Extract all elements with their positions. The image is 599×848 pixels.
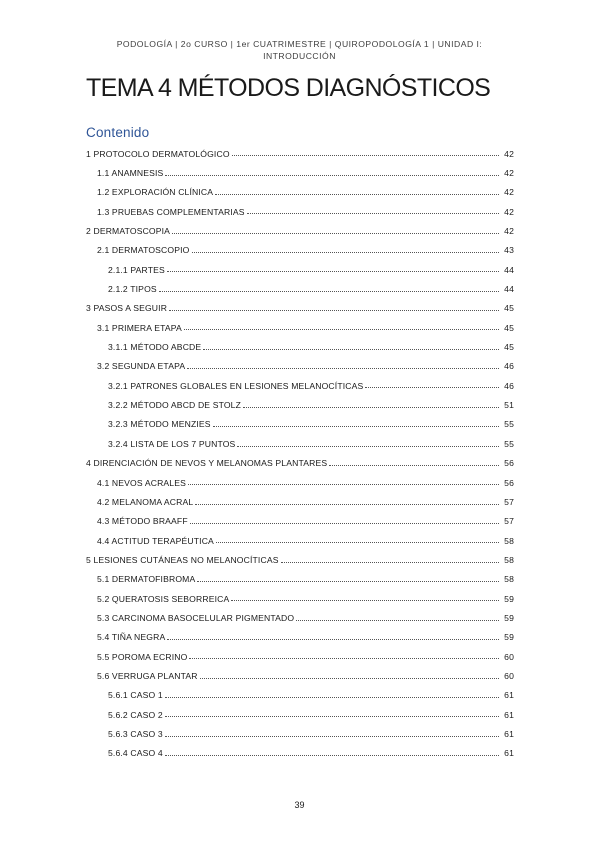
toc-entry-page: 45 bbox=[504, 303, 514, 314]
toc-entry[interactable] bbox=[86, 241, 514, 260]
toc-entry[interactable] bbox=[86, 299, 514, 318]
toc-dot-leader bbox=[195, 503, 499, 505]
toc-entry-label: 3 PASOS A SEGUIR bbox=[86, 303, 168, 314]
toc-entry[interactable] bbox=[86, 202, 514, 221]
toc-entry-page: 42 bbox=[504, 148, 514, 159]
toc-dot-leader bbox=[215, 193, 499, 195]
toc-entry[interactable] bbox=[86, 376, 514, 395]
toc-entry-page: 45 bbox=[504, 342, 514, 353]
toc-entry-label: 5.6.3 CASO 3 bbox=[108, 728, 163, 739]
toc-entry[interactable] bbox=[86, 666, 514, 685]
toc-dot-leader bbox=[216, 541, 499, 543]
toc-entry[interactable] bbox=[86, 589, 514, 608]
toc-entry[interactable] bbox=[86, 395, 514, 414]
toc-entry-label: 5.6.1 CASO 1 bbox=[108, 690, 163, 701]
toc-entry-label: 4.2 MELANOMA ACRAL bbox=[97, 496, 194, 507]
toc-dot-leader bbox=[203, 348, 499, 350]
toc-dot-leader bbox=[190, 522, 499, 524]
toc-entry-label: 4 DIRENCIACIÓN DE NEVOS Y MELANOMAS PLANTARES bbox=[86, 458, 328, 469]
toc-dot-leader bbox=[165, 754, 499, 756]
toc-dot-leader bbox=[281, 561, 499, 563]
contents-heading: Contenido bbox=[86, 125, 150, 140]
toc-entry-label: 2.1.1 PARTES bbox=[108, 264, 165, 275]
toc-dot-leader bbox=[232, 154, 499, 156]
toc-dot-leader bbox=[189, 657, 499, 659]
toc-entry-page: 44 bbox=[504, 264, 514, 275]
toc-dot-leader bbox=[243, 406, 499, 408]
document-title: TEMA 4 MÉTODOS DIAGNÓSTICOS bbox=[86, 74, 491, 102]
toc-entry[interactable] bbox=[86, 163, 514, 182]
toc-dot-leader bbox=[172, 232, 499, 234]
toc-entry[interactable] bbox=[86, 183, 514, 202]
toc-dot-leader bbox=[169, 309, 499, 311]
toc-entry[interactable] bbox=[86, 337, 514, 356]
toc-entry[interactable] bbox=[86, 318, 514, 337]
toc-entry-page: 46 bbox=[504, 361, 514, 372]
toc-entry-page: 42 bbox=[504, 206, 514, 217]
toc-entry-label: 4.3 MÉTODO BRAAFF bbox=[97, 516, 188, 527]
toc-dot-leader bbox=[296, 619, 499, 621]
toc-entry[interactable] bbox=[86, 473, 514, 492]
toc-entry[interactable] bbox=[86, 454, 514, 473]
toc-dot-leader bbox=[188, 483, 499, 485]
toc-entry-label: 5.6 VERRUGA PLANTAR bbox=[97, 670, 198, 681]
toc-entry[interactable] bbox=[86, 647, 514, 666]
toc-dot-leader bbox=[365, 386, 499, 388]
header-line-2: INTRODUCCIÓN bbox=[263, 51, 336, 61]
page-number: 39 bbox=[294, 800, 305, 810]
toc-entry[interactable] bbox=[86, 512, 514, 531]
toc-entry-label: 3.2.2 MÉTODO ABCD DE STOLZ bbox=[108, 400, 242, 411]
toc-entry-page: 43 bbox=[504, 245, 514, 256]
toc-dot-leader bbox=[192, 251, 500, 253]
toc-entry[interactable] bbox=[86, 221, 514, 240]
toc-entry-label: 3.2.1 PATRONES GLOBALES EN LESIONES MELANOCÍTICAS bbox=[108, 380, 364, 391]
toc-entry-page: 60 bbox=[504, 670, 514, 681]
toc-dot-leader bbox=[231, 599, 499, 601]
toc-entry[interactable] bbox=[86, 434, 514, 453]
toc-entry-label: 4.4 ACTITUD TERAPÉUTICA bbox=[97, 535, 214, 546]
toc-entry-page: 46 bbox=[504, 380, 514, 391]
toc-entry-page: 61 bbox=[504, 690, 514, 701]
toc-entry[interactable] bbox=[86, 415, 514, 434]
toc-entry[interactable] bbox=[86, 705, 514, 724]
toc-dot-leader bbox=[247, 212, 499, 214]
toc-entry-label: 2.1 DERMATOSCOPIO bbox=[97, 245, 190, 256]
toc-entry-label: 1 PROTOCOLO DERMATOLÓGICO bbox=[86, 148, 230, 159]
toc-entry[interactable] bbox=[86, 144, 514, 163]
toc-entry-page: 59 bbox=[504, 593, 514, 604]
toc-entry-label: 5.2 QUERATOSIS SEBORREICA bbox=[97, 593, 230, 604]
toc-entry-page: 55 bbox=[504, 438, 514, 449]
toc-entry[interactable] bbox=[86, 744, 514, 763]
toc-entry-label: 3.1 PRIMERA ETAPA bbox=[97, 322, 182, 333]
toc-entry-page: 61 bbox=[504, 709, 514, 720]
toc-entry[interactable] bbox=[86, 570, 514, 589]
toc-dot-leader bbox=[167, 270, 499, 272]
toc-dot-leader bbox=[200, 677, 499, 679]
toc-entry-page: 58 bbox=[504, 574, 514, 585]
toc-entry-label: 5.3 CARCINOMA BASOCELULAR PIGMENTADO bbox=[97, 612, 295, 623]
toc-dot-leader bbox=[329, 464, 499, 466]
toc-dot-leader bbox=[197, 580, 499, 582]
toc-entry-page: 42 bbox=[504, 226, 514, 237]
toc-dot-leader bbox=[165, 735, 499, 737]
toc-dot-leader bbox=[213, 425, 499, 427]
toc-dot-leader bbox=[159, 290, 499, 292]
toc-entry-page: 42 bbox=[504, 168, 514, 179]
toc-entry[interactable] bbox=[86, 492, 514, 511]
toc-entry-page: 61 bbox=[504, 748, 514, 759]
toc-entry-label: 1.1 ANAMNESIS bbox=[97, 168, 164, 179]
toc-entry-page: 55 bbox=[504, 419, 514, 430]
toc-entry-label: 5.4 TIÑA NEGRA bbox=[97, 632, 166, 643]
toc-entry-page: 58 bbox=[504, 554, 514, 565]
toc-entry-label: 1.2 EXPLORACIÓN CLÍNICA bbox=[97, 187, 214, 198]
toc-entry-page: 56 bbox=[504, 458, 514, 469]
toc-dot-leader bbox=[187, 367, 499, 369]
toc-dot-leader bbox=[165, 696, 499, 698]
toc-entry-page: 58 bbox=[504, 535, 514, 546]
toc-entry-label: 3.2.3 MÉTODO MENZIES bbox=[108, 419, 211, 430]
toc-entry-page: 56 bbox=[504, 477, 514, 488]
toc-entry-page: 59 bbox=[504, 632, 514, 643]
header-line-1: PODOLOGÍA | 2o CURSO | 1er CUATRIMESTRE | QUIROPODOLOGÍA 1 | UNIDAD I: bbox=[116, 39, 483, 49]
toc-entry-label: 3.1.1 MÉTODO ABCDE bbox=[108, 342, 202, 353]
toc-entry-label: 4.1 NEVOS ACRALES bbox=[97, 477, 187, 488]
toc-entry-page: 51 bbox=[504, 400, 514, 411]
toc-entry-label: 2 DERMATOSCOPIA bbox=[86, 226, 171, 237]
toc-entry-label: 5.5 POROMA ECRINO bbox=[97, 651, 188, 662]
toc-dot-leader bbox=[237, 445, 499, 447]
toc-entry[interactable] bbox=[86, 724, 514, 743]
toc-entry-page: 42 bbox=[504, 187, 514, 198]
toc-entry[interactable] bbox=[86, 260, 514, 279]
toc-dot-leader bbox=[165, 715, 499, 717]
toc-entry-page: 44 bbox=[504, 284, 514, 295]
running-header bbox=[0, 38, 599, 62]
toc-entry-label: 5.6.2 CASO 2 bbox=[108, 709, 163, 720]
toc-dot-leader bbox=[184, 328, 499, 330]
toc-entry[interactable] bbox=[86, 550, 514, 569]
toc-entry[interactable] bbox=[86, 531, 514, 550]
toc-entry-label: 5.6.4 CASO 4 bbox=[108, 748, 163, 759]
toc-entry-page: 57 bbox=[504, 516, 514, 527]
toc-entry-page: 59 bbox=[504, 612, 514, 623]
toc-entry-label: 3.2 SEGUNDA ETAPA bbox=[97, 361, 186, 372]
toc-entry-label: 1.3 PRUEBAS COMPLEMENTARIAS bbox=[97, 206, 245, 217]
toc-entry[interactable] bbox=[86, 279, 514, 298]
toc-entry-label: 3.2.4 LISTA DE LOS 7 PUNTOS bbox=[108, 438, 236, 449]
toc-entry-label: 5.1 DERMATOFIBROMA bbox=[97, 574, 196, 585]
toc-entry[interactable] bbox=[86, 357, 514, 376]
toc-entry-label: 5 LESIONES CUTÁNEAS NO MELANOCÍTICAS bbox=[86, 554, 279, 565]
toc-entry[interactable] bbox=[86, 628, 514, 647]
toc-entry-page: 60 bbox=[504, 651, 514, 662]
toc-dot-leader bbox=[167, 638, 499, 640]
toc-entry[interactable] bbox=[86, 608, 514, 627]
toc-entry-page: 61 bbox=[504, 728, 514, 739]
toc-entry-page: 57 bbox=[504, 496, 514, 507]
table-of-contents bbox=[86, 144, 514, 763]
toc-entry-label: 2.1.2 TIPOS bbox=[108, 284, 157, 295]
toc-entry[interactable] bbox=[86, 686, 514, 705]
toc-dot-leader bbox=[165, 174, 499, 176]
toc-entry-page: 45 bbox=[504, 322, 514, 333]
